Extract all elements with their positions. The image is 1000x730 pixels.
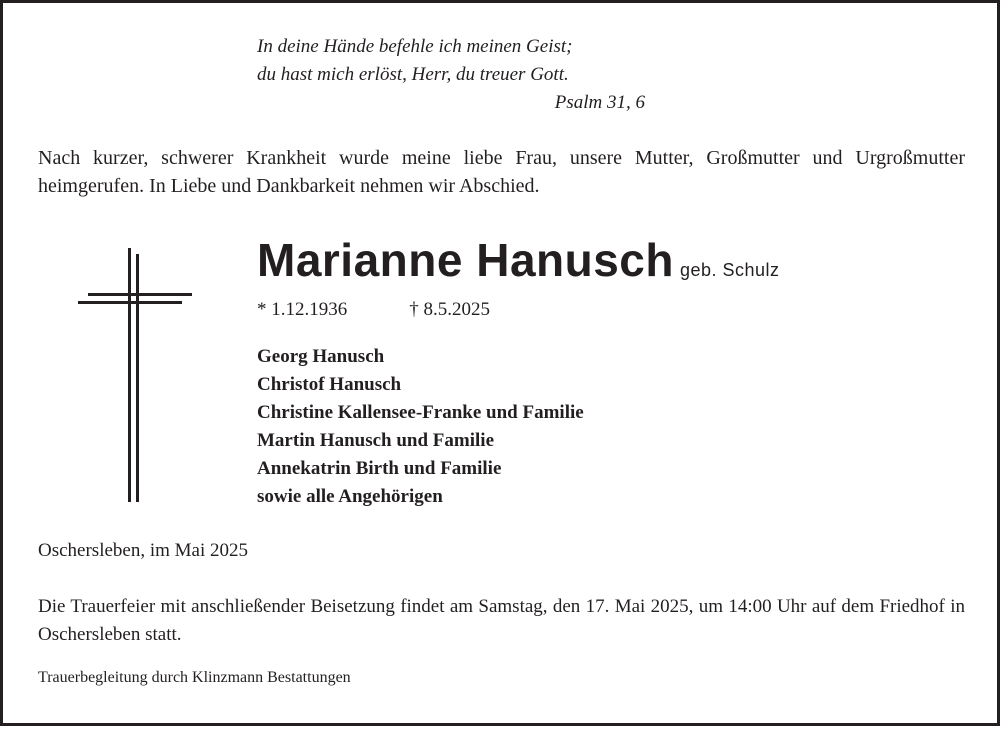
deceased-name-line <box>257 232 957 298</box>
funeral-service-info: Die Trauerfeier mit anschließender Beisetzung findet am Samstag, den 17. Mai 2025, um 14:00 Uhr auf dem Friedhof in Oschersleben statt. <box>38 596 965 645</box>
funeral-home-credit: Trauerbegleitung durch Klinzmann Bestattungen <box>38 669 351 686</box>
verse-line-2: du hast mich erlöst, Herr, du treuer Gott. <box>257 64 569 85</box>
deceased-block <box>257 232 957 322</box>
mourner-item: Christine Kallensee-Franke und Familie <box>257 402 584 423</box>
mourner-item: Christof Hanusch <box>257 374 402 395</box>
cross-icon <box>78 248 192 502</box>
mourner-item: Annekatrin Birth und Familie <box>257 458 502 479</box>
verse-line-1: In deine Hände befehle ich meinen Geist; <box>257 36 573 57</box>
mourner-item: sowie alle Angehörigen <box>257 486 443 507</box>
intro-text: Nach kurzer, schwerer Krankheit wurde meine liebe Frau, unsere Mutter, Großmutter und Urgroßmutter heimgerufen. In Liebe und Dankbarkeit nehmen wir Abschied. <box>38 147 965 197</box>
mourners-list <box>257 343 584 511</box>
death-date: † 8.5.2025 <box>409 299 490 320</box>
verse-reference: Psalm 31, 6 <box>554 92 645 113</box>
bible-verse <box>257 33 687 117</box>
maiden-name: geb. Schulz <box>680 260 780 280</box>
life-dates <box>257 298 957 322</box>
mourner-item: Georg Hanusch <box>257 346 385 367</box>
deceased-name: Marianne Hanusch <box>257 234 674 286</box>
birth-date: * 1.12.1936 <box>257 299 348 320</box>
place-and-date: Oschersleben, im Mai 2025 <box>38 540 249 561</box>
mourner-item: Martin Hanusch und Familie <box>257 430 494 451</box>
